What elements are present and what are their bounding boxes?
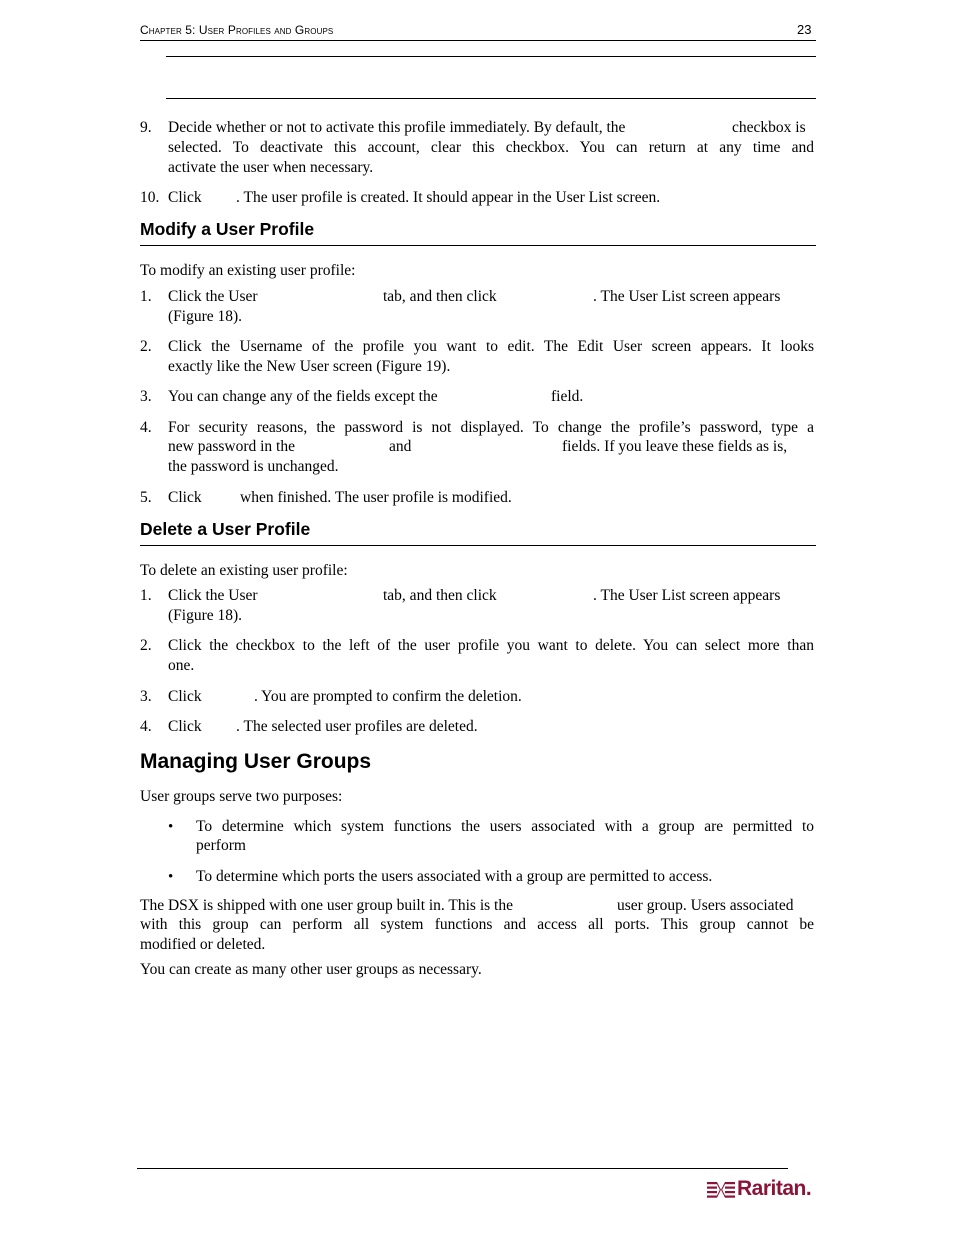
step-text: Click the User [168,288,258,305]
bullet-text: To determine which ports the users associated with a group are permitted to access. [196,868,713,885]
raritan-logo-icon [707,1180,735,1202]
paragraph-text: modified or deleted. [140,936,266,953]
bullet-text: perform [196,837,246,854]
step-text: checkbox is [732,119,806,136]
step-text: . The selected user profiles are deleted. [236,718,478,735]
step-text: . The User List screen appears [593,587,781,604]
step-text: activate the user when necessary. [168,159,374,176]
step-text: the password is unchanged. [168,458,339,475]
step-text: field. [551,388,584,405]
step-text: Decide whether or not to activate this profile immediately. By default, the [168,119,626,136]
step-number: 4. [140,718,152,735]
step-text: (Figure 18). [168,308,243,325]
step-text: selected. To deactivate this account, clear this checkbox. You can return at any time and [168,139,814,156]
paragraph-text: with this group can perform all system functions and access all ports. This group cannot be [140,916,814,933]
step-text: exactly like the New User screen (Figure 19). [168,358,451,375]
intro-text: To delete an existing user profile: [140,562,348,579]
section-heading-modify: Modify a User Profile [140,219,315,239]
step-number: 9. [140,119,152,136]
section-heading-delete: Delete a User Profile [140,519,311,539]
step-number: 10. [140,189,160,206]
step-text: Click the User [168,587,258,604]
running-header-chapter: Chapter 5: User Profiles and Groups [140,23,334,37]
step-text: Click [168,189,202,206]
step-text: Click [168,688,202,705]
paragraph-text: user group. Users associated [617,897,794,914]
section-heading-groups: Managing User Groups [140,750,372,773]
table-bottom-rule [166,98,816,99]
table-top-rule [166,56,816,57]
step-text: . The User List screen appears [593,288,781,305]
step-number: 5. [140,489,152,506]
section-rule [140,545,816,546]
paragraph-text: The DSX is shipped with one user group built in. This is the [140,897,513,914]
step-number: 1. [140,288,152,305]
step-text: when finished. The user profile is modified. [240,489,512,506]
step-text: tab, and then click [383,587,497,604]
step-number: 3. [140,688,152,705]
step-text: . The user profile is created. It should appear in the User List screen. [236,189,661,206]
bullet-text: To determine which system functions the users associated with a group are permitted to [196,818,814,835]
header-rule [140,40,816,41]
step-text: For security reasons, the password is not displayed. To change the profile’s password, type a [168,419,814,436]
intro-text: To modify an existing user profile: [140,262,356,279]
raritan-logo [707,1179,813,1203]
step-text: Click the checkbox to the left of the user profile you want to delete. You can select more than [168,637,814,654]
step-text: You can change any of the fields except the [168,388,438,405]
step-text: (Figure 18). [168,607,243,624]
footer-rule [137,1168,788,1169]
step-text: Click [168,718,202,735]
step-text: new password in the [168,438,295,455]
step-text: tab, and then click [383,288,497,305]
step-text: one. [168,657,195,674]
step-number: 4. [140,419,152,436]
step-number: 2. [140,338,152,355]
raritan-logo-text: Raritan. [737,1177,812,1200]
step-text: Click the Username of the profile you want to edit. The Edit User screen appears. It looks [168,338,814,355]
step-number: 3. [140,388,152,405]
step-text: Click [168,489,202,506]
step-text: and [389,438,412,455]
step-number: 1. [140,587,152,604]
paragraph-text: You can create as many other user groups as necessary. [140,961,482,978]
intro-text: User groups serve two purposes: [140,788,343,805]
page-number: 23 [797,22,812,37]
step-text: . You are prompted to confirm the deletion. [254,688,522,705]
bullet-mark: • [168,819,174,835]
section-rule [140,245,816,246]
bullet-mark: • [168,869,174,885]
step-text: fields. If you leave these fields as is, [562,438,788,455]
step-number: 2. [140,637,152,654]
